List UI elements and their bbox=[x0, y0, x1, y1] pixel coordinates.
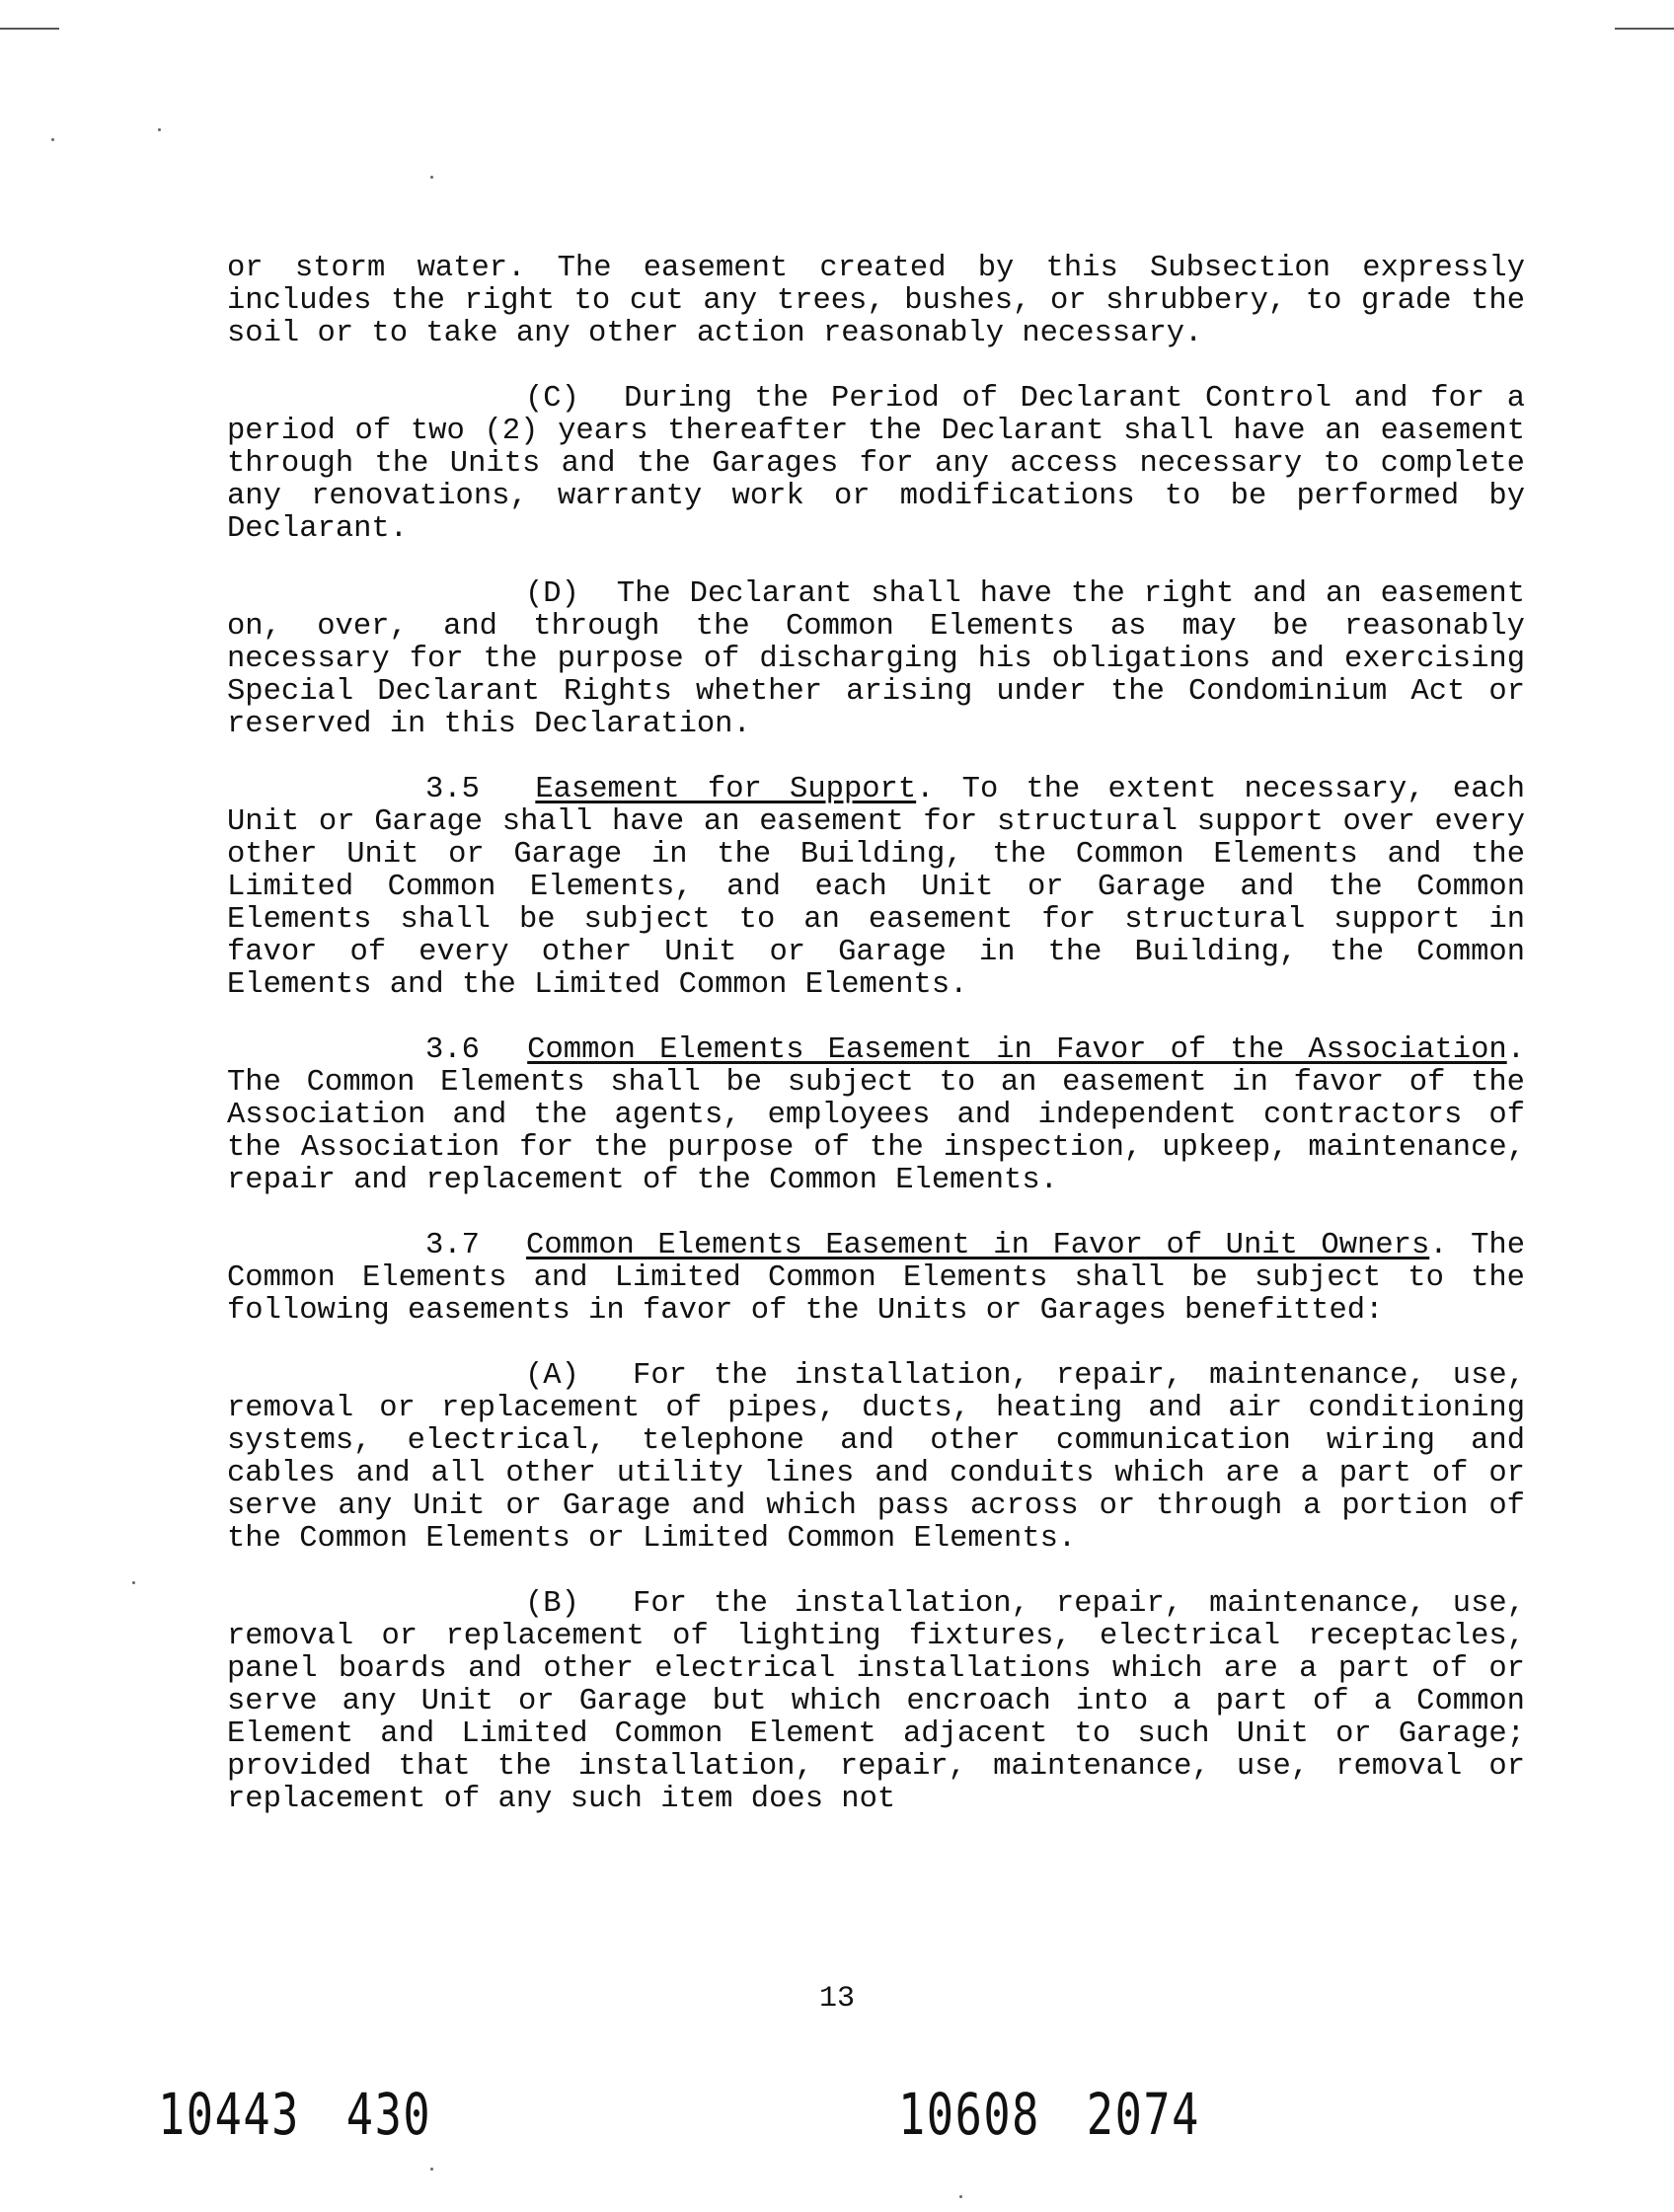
scan-speck bbox=[51, 138, 54, 141]
subsection-c bbox=[227, 383, 1525, 546]
section-heading: Common Elements Easement in Favor of the Association bbox=[527, 1033, 1507, 1067]
section-number: 3.5 bbox=[425, 773, 480, 806]
subsection-text: During the Period of Declarant Control and for a period of two (2) years thereafter the Declarant shall have an easement through the Units and the Garages for any access necessary to complete any renovations, warranty work or modifications to be performed by Declarant. bbox=[227, 382, 1526, 546]
document-body bbox=[227, 253, 1525, 1849]
recording-page-number: 430 bbox=[345, 2081, 432, 2148]
scan-speck bbox=[132, 1581, 135, 1584]
scan-speck bbox=[430, 176, 433, 179]
section-3-6 bbox=[227, 1034, 1525, 1197]
recording-book-number: 10443 bbox=[158, 2081, 300, 2148]
subsection-b bbox=[227, 1588, 1525, 1816]
subsection-d bbox=[227, 578, 1525, 741]
section-heading: Easement for Support bbox=[535, 773, 917, 806]
paragraph-continuation bbox=[227, 253, 1525, 350]
subsection-text: The Declarant shall have the right and an easement on, over, and through the Common Elements as may be reasonably necessary for the purpose of discharging his obligations and exercising Special Declarant Rights whether arising under the Condominium Act or reserved in this Declaration. bbox=[227, 577, 1525, 741]
recording-stamp-left bbox=[158, 2081, 431, 2148]
scan-speck bbox=[158, 128, 161, 131]
subsection-label: (C) bbox=[525, 382, 579, 416]
page-number: 13 bbox=[818, 1982, 855, 2016]
subsection-text: For the installation, repair, maintenance, use, removal or replacement of pipes, ducts, heating and air conditioning systems, electrical, telephone and other communication wiring and cables and all other utility lines and conduits which are a part of or serve any Unit or Garage and which pass across or through a portion of the Common Elements or Limited Common Elements. bbox=[227, 1359, 1525, 1556]
subsection-label: (A) bbox=[525, 1359, 579, 1393]
subsection-label: (D) bbox=[525, 577, 579, 611]
section-heading: Common Elements Easement in Favor of Unit Owners bbox=[526, 1229, 1430, 1262]
recording-book-number: 10608 bbox=[898, 2081, 1040, 2148]
section-3-5 bbox=[227, 774, 1525, 1002]
scan-edge-mark-left bbox=[0, 28, 59, 30]
recording-page-number: 2074 bbox=[1086, 2081, 1200, 2148]
paragraph-text: or storm water. The easement created by this Subsection expressly includes the right to cut any trees, bushes, or shrubbery, to grade the soil or to take any other action reasonably necessary. bbox=[227, 252, 1525, 350]
scan-edge-mark-right bbox=[1615, 28, 1674, 30]
section-text: . The Common Elements and Limited Common Elements shall be subject to the following easements in favor of the Units or Garages benefitted: bbox=[227, 1229, 1526, 1328]
section-3-7 bbox=[227, 1230, 1525, 1328]
section-number: 3.7 bbox=[425, 1229, 480, 1262]
scan-speck bbox=[430, 2168, 433, 2171]
recording-stamp-right bbox=[898, 2081, 1200, 2148]
section-text: . The Common Elements shall be subject to an easement in favor of the Association and the agents, employees and independent contractors of the Association for the purpose of the inspection, upkeep, maintenance, repair and replacement of the Common Elements. bbox=[227, 1033, 1525, 1197]
scan-speck bbox=[959, 2195, 962, 2198]
subsection-text: For the installation, repair, maintenance, use, removal or replacement of lighting fixtures, electrical receptacles, panel boards and other electrical installations which are a part of or serve any Unit or Garage but which encroach into a part of a Common Element and Limited Common Element adjacent to such Unit or Garage; provided that the installation, repair, maintenance, use, removal or replacement of any such item does not bbox=[227, 1587, 1525, 1816]
subsection-label: (B) bbox=[525, 1587, 579, 1621]
subsection-a bbox=[227, 1360, 1525, 1556]
section-number: 3.6 bbox=[425, 1033, 480, 1067]
section-text: . To the extent necessary, each Unit or Garage shall have an easement for structural support over every other Unit or Garage in the Building, the Common Elements and the Limited Common Elements, and each Unit or Garage and the Common Elements shall be subject to an easement for structural support in favor of every other Unit or Garage in the Building, the Common Elements and the Limited Common Elements. bbox=[227, 773, 1525, 1002]
